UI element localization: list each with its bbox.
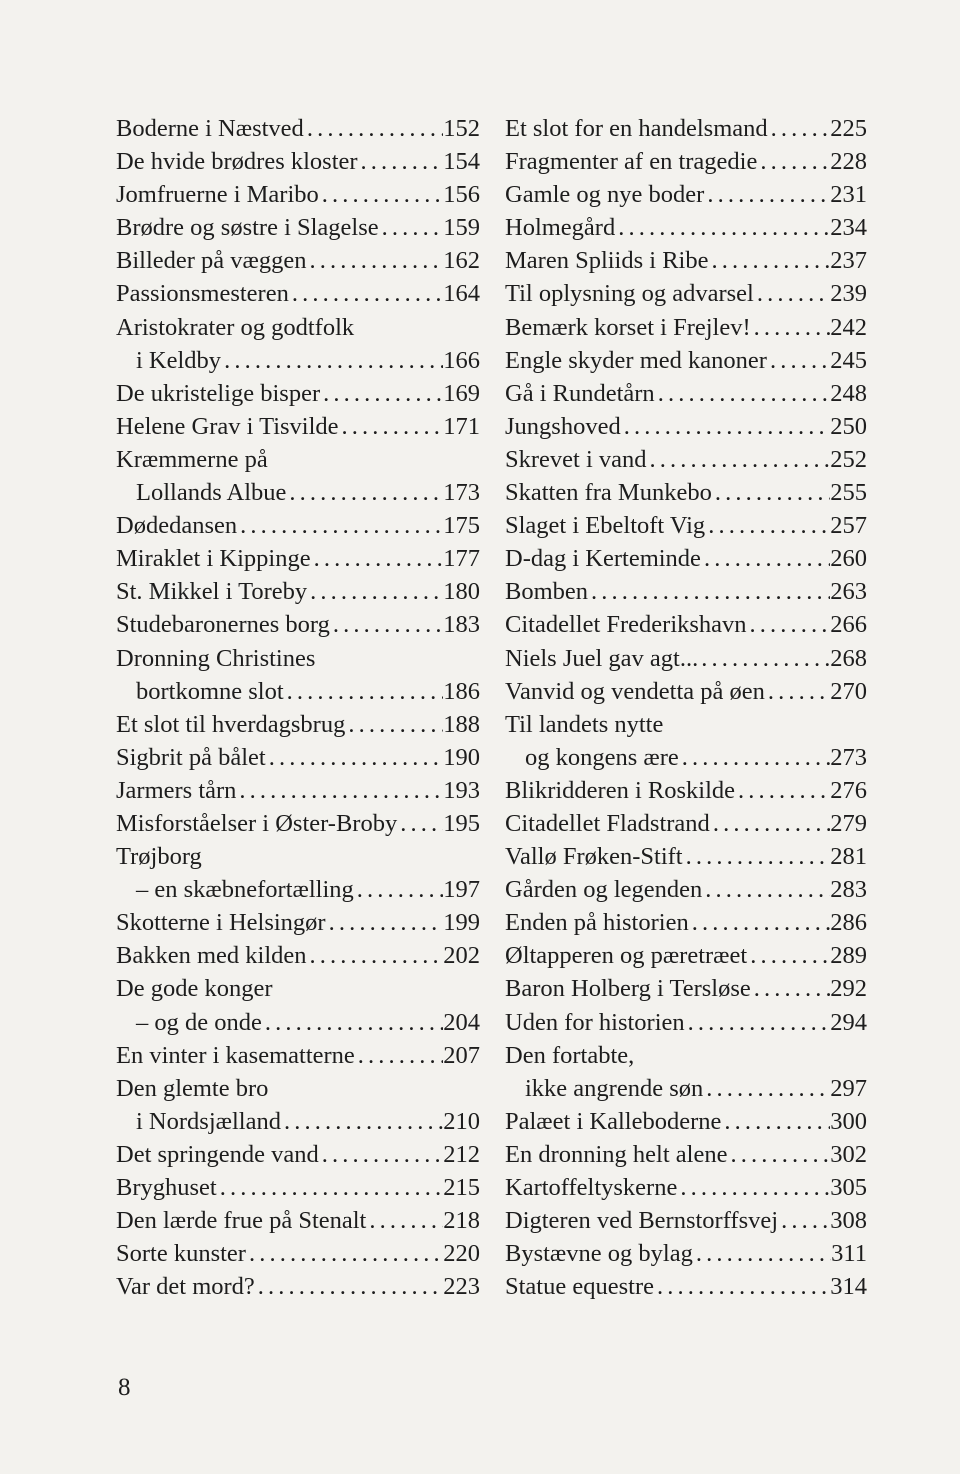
toc-entry-page: 190 (443, 743, 480, 771)
dot-leader (246, 1237, 443, 1270)
toc-entry-title: Den lærde frue på Stenalt (116, 1207, 367, 1235)
toc-entry-title: – og de onde (136, 1008, 262, 1036)
dot-leader (266, 741, 444, 774)
dot-leader (354, 873, 443, 906)
toc-entry (505, 774, 867, 807)
toc-entry-title: Misforståelser i Øster-Broby (116, 809, 398, 837)
toc-entry-page: 215 (443, 1174, 480, 1201)
toc-entry (505, 1138, 867, 1171)
toc-entry (505, 476, 867, 509)
toc-entry-page: 239 (830, 280, 867, 308)
toc-entry-page: 266 (830, 611, 867, 639)
toc-entry-page: 314 (830, 1273, 867, 1301)
toc-entry-title: Lollands Albue (136, 479, 287, 507)
toc-entry-title: Baron Holberg i Tersløse (505, 975, 751, 1003)
dot-leader (721, 1105, 830, 1138)
toc-entry-title-line: De gode konger (116, 975, 273, 1003)
toc-entry-title: Vanvid og vendetta på øen (505, 677, 765, 705)
toc-entry-title-line: Dronning Christines (116, 644, 316, 672)
toc-entry-page: 286 (830, 909, 867, 937)
toc-entry-page: 193 (443, 776, 480, 804)
toc-entry-page: 186 (443, 677, 480, 705)
toc-entry-title: – en skæbnefortælling (136, 876, 354, 904)
dot-leader (304, 112, 443, 145)
toc-entry (505, 939, 867, 972)
toc-entry (116, 1039, 480, 1072)
toc-entry-title-line: Den glemte bro (116, 1074, 269, 1102)
dot-leader (588, 575, 830, 608)
toc-entry-page: 188 (443, 710, 480, 738)
toc-entry-continuation (116, 476, 480, 509)
dot-leader (751, 972, 831, 1005)
dot-leader (326, 906, 444, 939)
toc-entry (116, 542, 480, 575)
toc-entry-title: En dronning helt alene (505, 1140, 728, 1168)
toc-entry-title: Gamle og nye boder (505, 181, 705, 209)
toc-entry-page: 152 (443, 115, 480, 142)
toc-entry (116, 1138, 480, 1171)
toc-entry-page: 302 (830, 1140, 867, 1168)
toc-entry-title: Helene Grav i Tisvilde (116, 412, 339, 440)
toc-entry (505, 211, 867, 244)
dot-leader (339, 410, 444, 443)
toc-entry (505, 244, 867, 277)
toc-entry (505, 145, 867, 178)
toc-entry (505, 807, 867, 840)
toc-entry (505, 344, 867, 377)
dot-leader (319, 1138, 444, 1171)
toc-entry-page: 223 (443, 1273, 480, 1301)
toc-entry-page: 212 (443, 1140, 480, 1168)
toc-entry-page: 175 (443, 512, 480, 540)
toc-entry-title: De hvide brødres kloster (116, 148, 358, 176)
dot-leader (307, 244, 444, 277)
toc-entry-page: 242 (830, 313, 867, 341)
toc-entry-title: Bryghuset (116, 1174, 217, 1201)
dot-leader (747, 608, 831, 641)
dot-leader (654, 1270, 830, 1303)
toc-entry-page: 305 (830, 1174, 867, 1201)
toc-entry-title: Var det mord? (116, 1273, 255, 1301)
toc-entry (505, 840, 867, 873)
toc-entry-page: 183 (443, 611, 480, 639)
toc-entry-page: 276 (830, 776, 867, 804)
toc-entry (116, 575, 480, 608)
dot-leader (704, 178, 830, 211)
toc-entry-page: 180 (443, 578, 480, 606)
toc-entry-title: Sigbrit på bålet (116, 743, 266, 771)
toc-entry-page: 289 (830, 942, 867, 970)
toc-entry (505, 277, 867, 310)
toc-entry-page: 270 (830, 677, 867, 705)
toc-entry-page: 279 (830, 809, 867, 837)
toc-entry-title: Skotterne i Helsingør (116, 909, 326, 937)
toc-entry-page: 248 (830, 379, 867, 407)
toc-entry-title: Digteren ved Bernstorffsvej (505, 1207, 779, 1235)
toc-entry-page: 234 (830, 214, 867, 242)
toc-entry-page: 283 (830, 876, 867, 904)
toc-entry (116, 377, 480, 410)
dot-leader (768, 112, 831, 145)
toc-entry (505, 1006, 867, 1039)
toc-entry-title: ikke angrende søn (525, 1074, 704, 1102)
toc-right-column (505, 112, 867, 1303)
toc-entry-title: Gården og legenden (505, 876, 703, 904)
toc-entry-title: Fragmenter af en tragedie (505, 148, 758, 176)
toc-entry-page: 263 (830, 578, 867, 606)
toc-entry (505, 311, 867, 344)
toc-entry-page: 171 (443, 412, 480, 440)
toc-entry-title: Miraklet i Kippinge (116, 545, 311, 573)
toc-entry (116, 708, 480, 741)
toc-entry (505, 906, 867, 939)
dot-leader (747, 939, 830, 972)
toc-entry-title: Skatten fra Munkebo (505, 479, 712, 507)
toc-entry-title: Engle skyder med kanoner (505, 346, 767, 374)
toc-entry-title: Kartoffeltyskerne (505, 1174, 678, 1201)
toc-entry-page: 297 (830, 1074, 867, 1102)
toc-entry (116, 1237, 480, 1270)
dot-leader (307, 939, 444, 972)
toc-entry-page: 273 (830, 743, 867, 771)
toc-entry (116, 112, 480, 145)
toc-entry-title: Øltapperen og pæretræet (505, 942, 748, 970)
toc-entry-title: Jarmers tårn (116, 776, 237, 804)
toc-entry-title: Slaget i Ebeltoft Vig (505, 512, 706, 540)
toc-entry-page: 308 (830, 1207, 867, 1235)
toc-entry-page: 252 (830, 445, 867, 473)
toc-entry-title: Sorte kunster (116, 1240, 246, 1268)
dot-leader (262, 1006, 443, 1039)
toc-entry-title: Vallø Frøken-Stift (505, 843, 683, 871)
toc-entry-title: Billeder på væggen (116, 247, 307, 275)
toc-entry-title: Boderne i Næstved (116, 115, 304, 142)
dot-leader (698, 642, 830, 675)
toc-entry (505, 410, 867, 443)
dot-leader (366, 1204, 443, 1237)
toc-entry (116, 509, 480, 542)
toc-entry-title: i Keldby (136, 346, 222, 374)
toc-entry (116, 939, 480, 972)
toc-entry-continuation (505, 741, 867, 774)
dot-leader (311, 542, 444, 575)
toc-entry-title: Enden på historien (505, 909, 689, 937)
toc-entry-page: 204 (443, 1008, 480, 1036)
toc-entry-continuation (116, 675, 480, 708)
toc-entry-page: 294 (830, 1008, 867, 1036)
toc-entry-title: Niels Juel gav agt... (505, 644, 699, 672)
toc-entry (505, 608, 867, 641)
toc-entry-page: 162 (443, 247, 480, 275)
toc-entry (116, 211, 480, 244)
toc-entry (116, 906, 480, 939)
toc-entry-title: Det springende vand (116, 1140, 319, 1168)
toc-entry-page: 154 (443, 148, 480, 176)
toc-entry-title: og kongens ære (525, 743, 679, 771)
toc-entry-page: 292 (830, 975, 867, 1003)
dot-leader (330, 608, 443, 641)
dot-leader (615, 211, 830, 244)
toc-entry-title: Et slot til hverdagsbrug (116, 710, 346, 738)
toc-entry (505, 509, 867, 542)
toc-entry (116, 1204, 480, 1237)
dot-leader (685, 1006, 831, 1039)
toc-entry (505, 443, 867, 476)
toc-entry-title: Citadellet Frederikshavn (505, 611, 747, 639)
dot-leader (757, 145, 830, 178)
toc-entry-continuation (116, 1006, 480, 1039)
toc-entry-page: 197 (443, 876, 480, 904)
toc-entry (116, 1171, 480, 1204)
dot-leader (319, 178, 444, 211)
toc-entry (505, 1171, 867, 1204)
dot-leader (703, 1072, 830, 1105)
toc-entry-continuation (116, 873, 480, 906)
dot-leader (397, 807, 443, 840)
toc-entry-page: 220 (443, 1240, 480, 1268)
dot-leader (702, 873, 830, 906)
toc-entry (116, 608, 480, 641)
dot-leader (217, 1171, 444, 1204)
dot-leader (778, 1204, 830, 1237)
toc-entry-title: Skrevet i vand (505, 445, 647, 473)
dot-leader (320, 377, 443, 410)
toc-entry-title: St. Mikkel i Toreby (116, 578, 308, 606)
toc-entry (505, 642, 867, 675)
toc-entry-page: 260 (830, 545, 867, 573)
toc-entry-page: 195 (443, 809, 480, 837)
toc-entry (505, 675, 867, 708)
toc-entry-title: Blikridderen i Roskilde (505, 776, 735, 804)
dot-leader (710, 807, 830, 840)
toc-entry-page: 245 (830, 346, 867, 374)
toc-entry-title-line: Til landets nytte (505, 710, 664, 738)
toc-entry-page: 255 (830, 479, 867, 507)
toc-entry-page: 159 (443, 214, 480, 242)
toc-entry (505, 112, 867, 145)
toc-entry-page: 250 (830, 412, 867, 440)
toc-entry (505, 972, 867, 1005)
dot-leader (237, 509, 443, 542)
toc-entry-page: 177 (443, 545, 480, 573)
dot-leader (647, 443, 831, 476)
toc-entry (116, 277, 480, 310)
dot-leader (284, 675, 444, 708)
dot-leader (735, 774, 830, 807)
toc-entry-page: 281 (830, 843, 867, 871)
dot-leader (751, 311, 831, 344)
toc-entry-title: Et slot for en handelsmand (505, 115, 768, 142)
toc-entry-title: En vinter i kasematterne (116, 1041, 355, 1069)
toc-entry-title: Til oplysning og advarsel (505, 280, 754, 308)
toc-entry-page: 164 (443, 280, 480, 308)
toc-entry-continuation (116, 1105, 480, 1138)
toc-entry (116, 807, 480, 840)
toc-entry (116, 244, 480, 277)
toc-entry-continuation (116, 344, 480, 377)
toc-entry-title: Gå i Rundetårn (505, 379, 655, 407)
toc-entry-title: De ukristelige bisper (116, 379, 321, 407)
toc-entry-title: Statue equestre (505, 1273, 654, 1301)
dot-leader (355, 1039, 443, 1072)
toc-entry (505, 1105, 867, 1138)
toc-entry-title: Brødre og søstre i Slagelse (116, 214, 379, 242)
dot-leader (379, 211, 444, 244)
toc-entry-page: 300 (830, 1107, 867, 1135)
dot-leader (221, 344, 443, 377)
toc-entry (505, 1237, 867, 1270)
toc-entry-page: 218 (443, 1207, 480, 1235)
toc-entry-title: Bomben (505, 578, 589, 606)
toc-entry-page: 268 (830, 644, 867, 672)
toc-entry-title: Uden for historien (505, 1008, 685, 1036)
toc-entry-page: 207 (443, 1041, 480, 1069)
toc-entry-page: 166 (443, 346, 480, 374)
toc-entry-title-line: Aristokrater og godtfolk (116, 313, 355, 341)
dot-leader (727, 1138, 830, 1171)
dot-leader (655, 377, 831, 410)
toc-entry (505, 873, 867, 906)
dot-leader (689, 906, 831, 939)
toc-entry-page: 228 (830, 148, 867, 176)
toc-entry (116, 178, 480, 211)
dot-leader (693, 1237, 831, 1270)
toc-entry-title: Holmegård (505, 214, 616, 242)
toc-entry-title: Jungshoved (505, 412, 621, 440)
dot-leader (765, 675, 830, 708)
dot-leader (677, 1171, 830, 1204)
toc-entry-title: Jomfruerne i Maribo (116, 181, 319, 209)
toc-entry (505, 575, 867, 608)
toc-entry-title: Studebaronernes borg (116, 611, 330, 639)
dot-leader (345, 708, 443, 741)
toc-entry (505, 542, 867, 575)
toc-entry (116, 1270, 480, 1303)
toc-entry-page: 156 (443, 181, 480, 209)
dot-leader (708, 244, 830, 277)
dot-leader (281, 1105, 443, 1138)
toc-entry (505, 1270, 867, 1303)
dot-leader (358, 145, 444, 178)
toc-entry (505, 178, 867, 211)
toc-entry-title: Citadellet Fladstrand (505, 809, 710, 837)
toc-entry-page: 231 (830, 181, 867, 209)
toc-entry-page: 169 (443, 379, 480, 407)
toc-entry-title-line: Trøjborg (116, 843, 202, 871)
toc-entry-title-line: Kræmmerne på (116, 445, 268, 473)
toc-entry-page: 210 (443, 1107, 480, 1135)
toc-entry-title: D-dag i Kerteminde (505, 545, 701, 573)
dot-leader (307, 575, 443, 608)
toc-entry (116, 741, 480, 774)
toc-entry-title: bortkomne slot (136, 677, 284, 705)
toc-entry-title: Bakken med kilden (116, 942, 307, 970)
toc-entry-title-line: Den fortabte, (505, 1041, 635, 1069)
toc-entry (505, 1204, 867, 1237)
toc-entry-page: 257 (830, 512, 867, 540)
toc-entry-continuation (505, 1072, 867, 1105)
dot-leader (236, 774, 443, 807)
toc-entry-title: Palæet i Kalleboderne (505, 1107, 722, 1135)
dot-leader (621, 410, 831, 443)
toc-entry-title: Passionsmesteren (116, 280, 289, 308)
dot-leader (701, 542, 830, 575)
dot-leader (679, 741, 830, 774)
toc-entry-title: i Nordsjælland (136, 1107, 281, 1135)
toc-entry (116, 145, 480, 178)
toc-entry-title: Maren Spliids i Ribe (505, 247, 709, 275)
toc-entry-page: 225 (830, 115, 867, 142)
toc-left-column (116, 112, 480, 1303)
toc-entry-title: Dødedansen (116, 512, 238, 540)
dot-leader (712, 476, 830, 509)
dot-leader (705, 509, 830, 542)
dot-leader (754, 277, 830, 310)
toc-entry-page: 202 (443, 942, 480, 970)
dot-leader (289, 277, 443, 310)
dot-leader (683, 840, 831, 873)
dot-leader (767, 344, 830, 377)
toc-entry-page: 199 (443, 909, 480, 937)
toc-entry (116, 774, 480, 807)
toc-entry-page: 173 (443, 479, 480, 507)
dot-leader (286, 476, 443, 509)
toc-entry-title: Bemærk korset i Frejlev! (505, 313, 751, 341)
dot-leader (255, 1270, 443, 1303)
toc-entry (505, 377, 867, 410)
page-number: 8 (118, 1374, 131, 1401)
toc-entry (116, 410, 480, 443)
toc-entry-title: Bystævne og bylag (505, 1240, 693, 1268)
toc-entry-page: 311 (831, 1240, 867, 1268)
toc-entry-page: 237 (830, 247, 867, 275)
